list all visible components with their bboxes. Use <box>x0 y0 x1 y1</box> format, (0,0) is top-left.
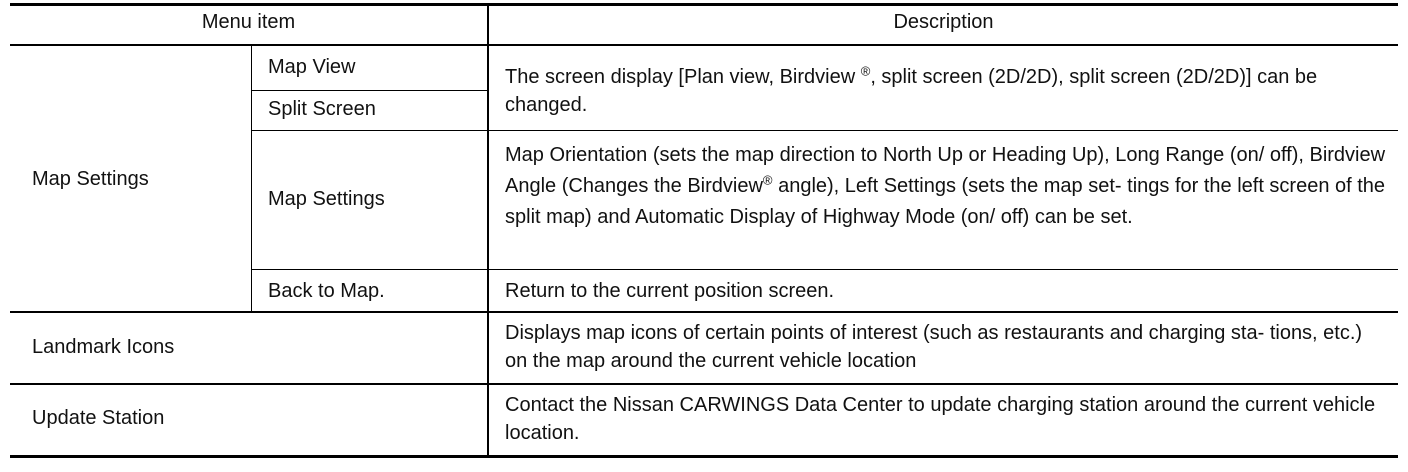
table-bottom-rule <box>10 455 1398 458</box>
registered-mark: ® <box>762 172 773 188</box>
description-text: , split screen (2D/2D), split screen (2D/2D)] can be changed. <box>505 66 1318 116</box>
description-update-station: Contact the Nissan CARWINGS Data Center to update charging station around the current vehicle location. <box>505 394 1376 444</box>
rule-after-map-view <box>252 90 488 91</box>
row-label-map-settings: Map Settings <box>32 168 149 190</box>
description-text: angle), Left Settings (sets the map set- tings for the left screen of the split map) and Automatic Display of Highway Mode (on/ off) can be set. <box>505 175 1386 228</box>
description-map-view-split-screen <box>505 63 1385 119</box>
sub-item-map-view: Map View <box>268 56 356 78</box>
column-divider-sub <box>251 45 252 312</box>
sub-item-back-to-map: Back to Map. <box>268 280 385 302</box>
sub-item-map-settings: Map Settings <box>268 188 385 210</box>
rule-after-map-settings <box>252 269 1398 270</box>
row-label-landmark-icons: Landmark Icons <box>32 336 175 358</box>
rule-after-map-settings-group <box>10 311 1398 313</box>
header-menu-item: Menu item <box>201 11 296 33</box>
registered-mark: ® <box>860 63 871 79</box>
description-back-to-map: Return to the current position screen. <box>505 280 835 302</box>
description-map-settings <box>505 140 1387 233</box>
sub-item-split-screen: Split Screen <box>268 98 376 120</box>
header-bottom-rule <box>10 44 1398 46</box>
description-text: The screen display [Plan view, Birdview <box>505 66 861 88</box>
header-description: Description <box>893 11 994 33</box>
column-divider-main <box>487 5 489 457</box>
rule-after-landmark-icons <box>10 383 1398 385</box>
description-text: Map Orientation (sets the map direction to North Up or Heading Up), Long Range (on/ off), Birdview Angle (Changes the Birdview <box>505 144 1386 197</box>
table-top-rule <box>10 3 1398 6</box>
row-label-update-station: Update Station <box>32 407 165 429</box>
rule-after-split-screen <box>252 130 1398 131</box>
description-landmark-icons: Displays map icons of certain points of interest (such as restaurants and charging sta- tions, etc.) on the map around the current vehicle location <box>505 322 1363 372</box>
